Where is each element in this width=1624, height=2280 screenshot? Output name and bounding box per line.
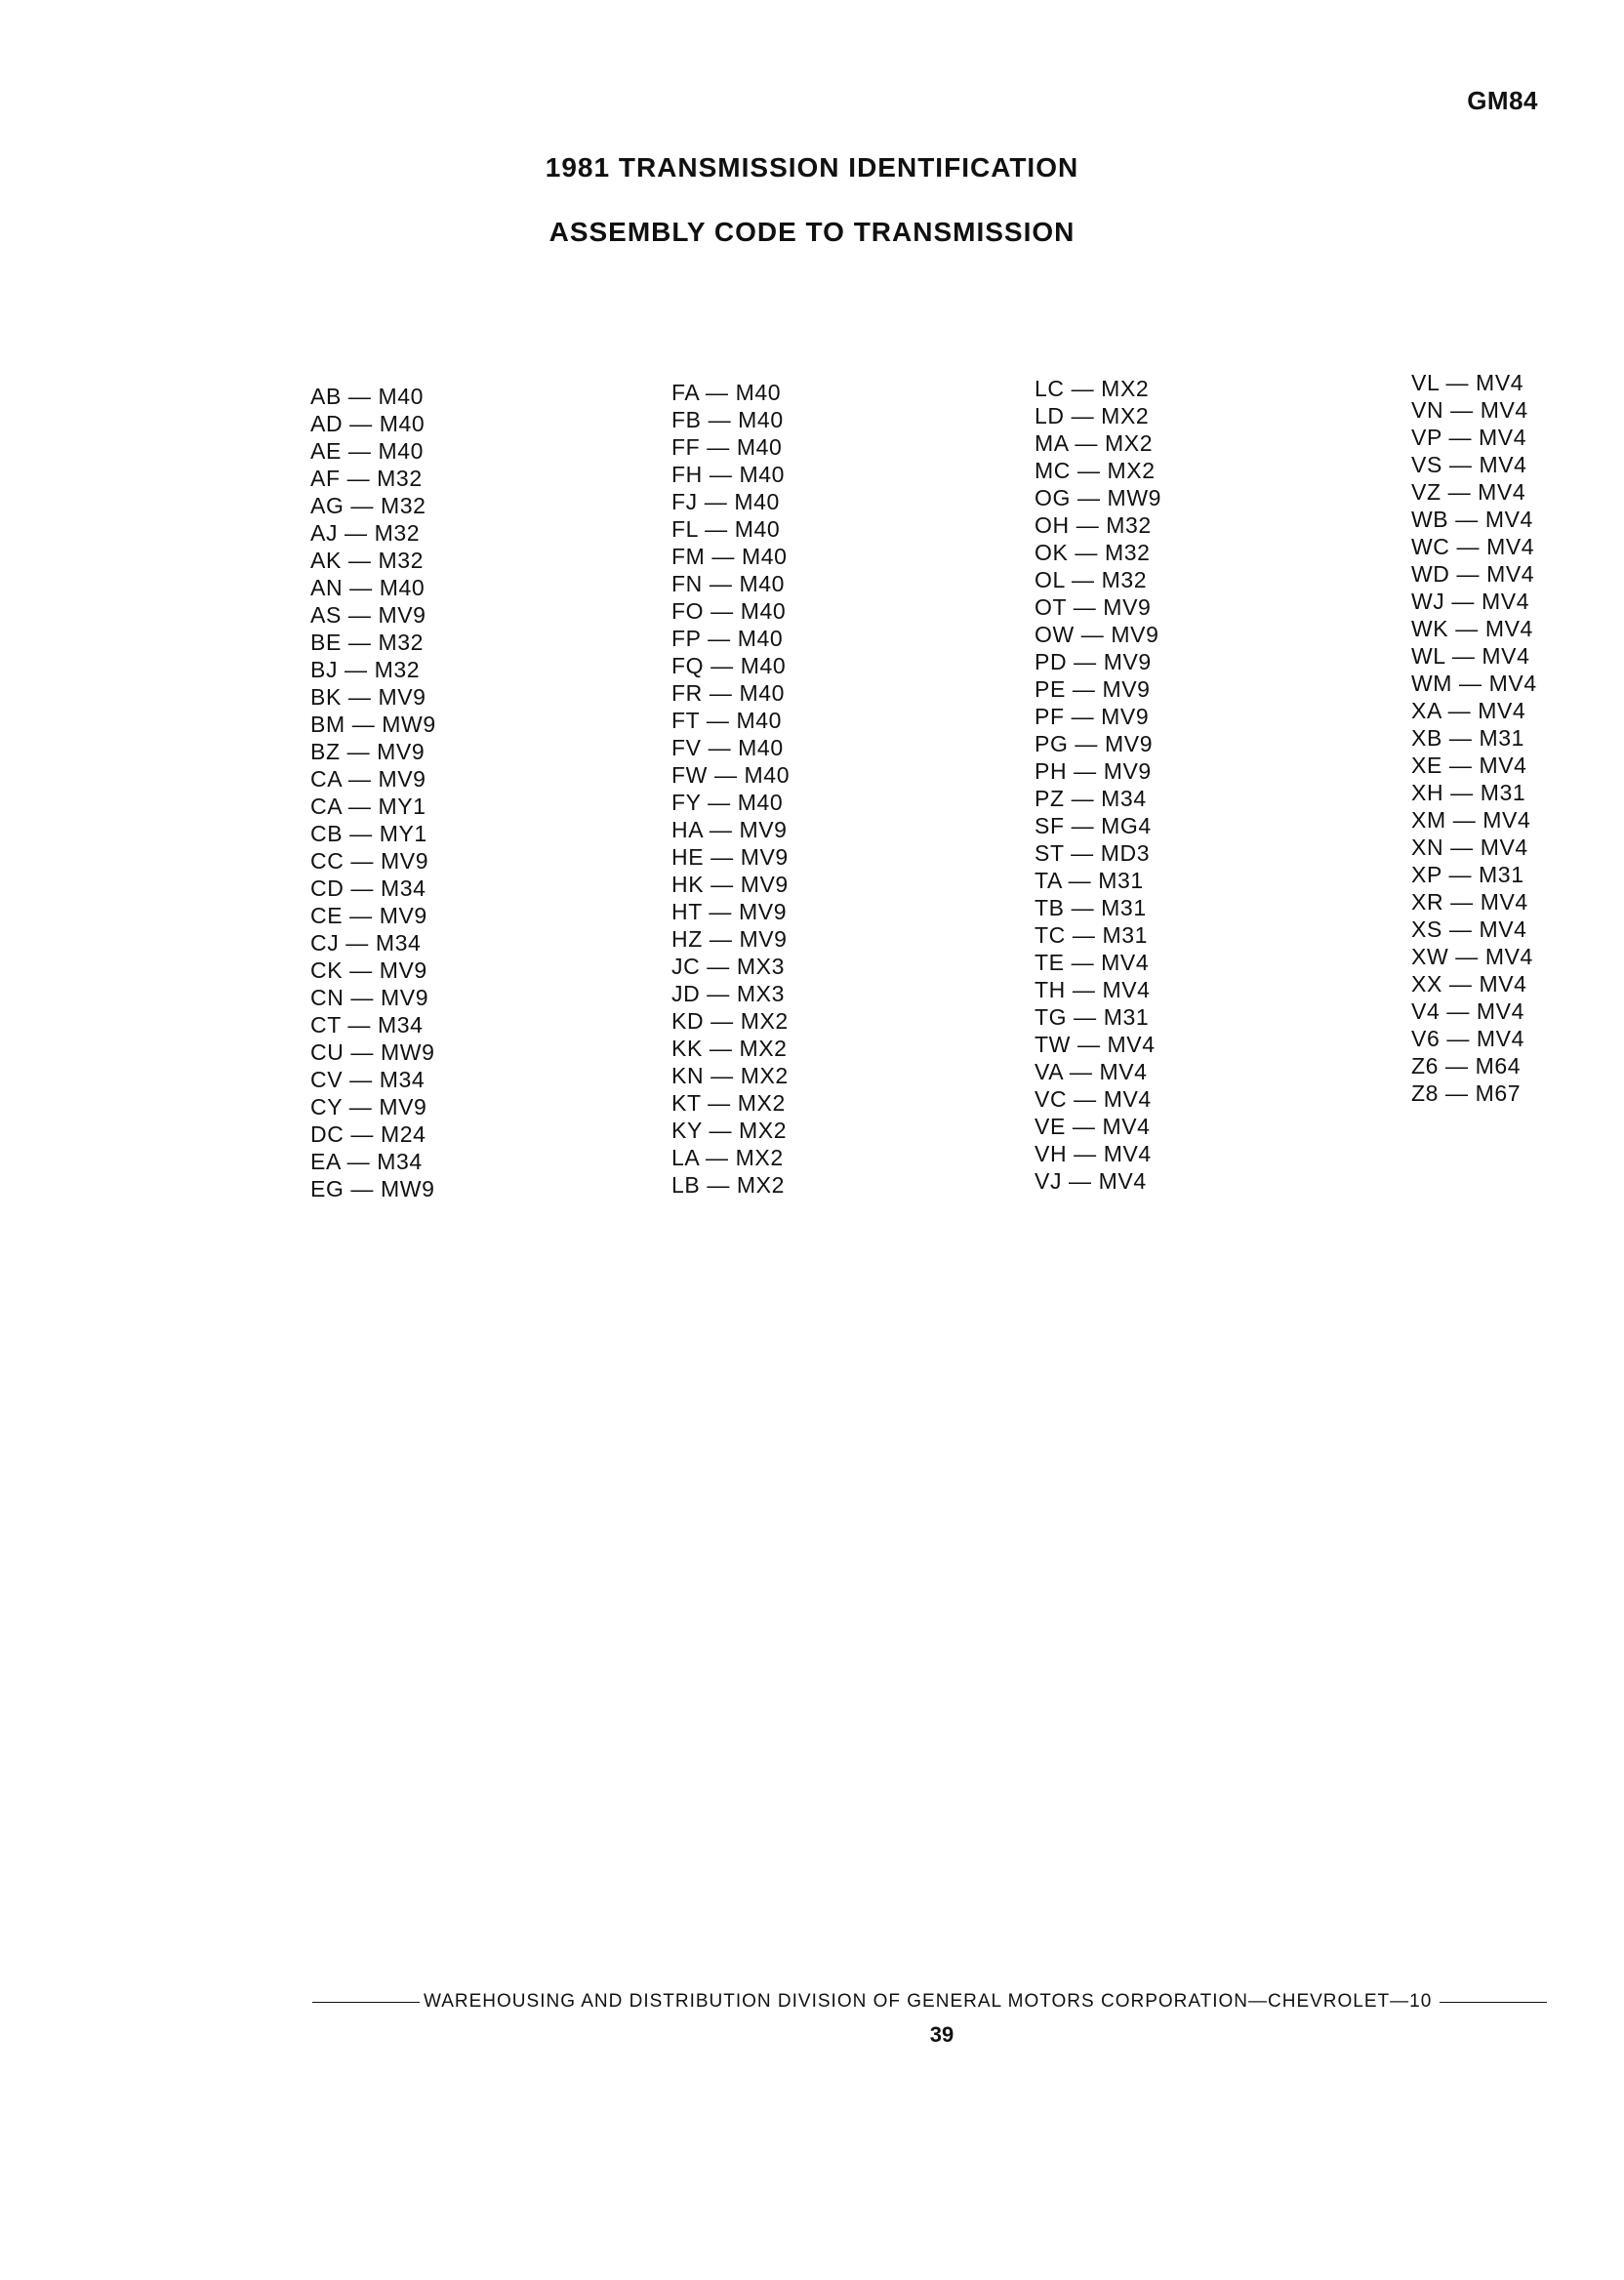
page-subtitle: ASSEMBLY CODE TO TRANSMISSION xyxy=(548,217,1076,247)
code-entry: KD — MX2 xyxy=(671,1008,789,1034)
code-entry: KK — MX2 xyxy=(671,1036,788,1061)
code-entry: XX — MV4 xyxy=(1411,971,1527,997)
code-entry: AG — M32 xyxy=(310,493,426,518)
code-entry: FN — M40 xyxy=(671,571,785,596)
code-entry: CN — MV9 xyxy=(310,985,429,1010)
code-entry: FA — M40 xyxy=(671,380,782,405)
code-entry: V4 — MV4 xyxy=(1411,998,1525,1024)
code-entry: BK — MV9 xyxy=(310,684,426,710)
code-entry: MC — MX2 xyxy=(1035,458,1156,483)
code-entry: JC — MX3 xyxy=(671,954,785,979)
code-entry: HT — MV9 xyxy=(671,899,788,924)
code-entry: AB — M40 xyxy=(310,384,425,409)
code-entry: MA — MX2 xyxy=(1035,430,1154,456)
code-entry: XP — M31 xyxy=(1411,862,1524,887)
code-entry: JD — MX3 xyxy=(671,981,785,1006)
code-entry: KY — MX2 xyxy=(671,1118,788,1143)
code-column-3 xyxy=(1035,375,1269,1195)
code-entry: HZ — MV9 xyxy=(671,926,788,952)
code-entry: CV — M34 xyxy=(310,1067,426,1092)
code-entry: CA — MV9 xyxy=(310,766,426,792)
code-entry: FB — M40 xyxy=(671,407,784,432)
code-entry: HE — MV9 xyxy=(671,844,789,870)
page-number: 39 xyxy=(929,2022,954,2047)
code-entry: XR — MV4 xyxy=(1411,889,1528,915)
code-entry: CJ — M34 xyxy=(310,930,422,956)
code-entry: FM — M40 xyxy=(671,544,788,569)
code-entry: AS — MV9 xyxy=(310,602,426,628)
code-entry: FV — M40 xyxy=(671,735,784,760)
code-entry: LB — MX2 xyxy=(671,1172,786,1198)
code-entry: Z8 — M67 xyxy=(1411,1080,1522,1106)
code-entry: CE — MV9 xyxy=(310,903,427,928)
code-entry: PD — MV9 xyxy=(1035,649,1152,674)
code-column-2 xyxy=(671,379,906,1199)
code-entry: FY — M40 xyxy=(671,790,784,815)
code-entry: FP — M40 xyxy=(671,626,784,651)
code-entry: FW — M40 xyxy=(671,762,791,788)
code-entry: FT — M40 xyxy=(671,708,783,733)
code-entry: AN — M40 xyxy=(310,575,426,600)
code-entry: BZ — MV9 xyxy=(310,739,426,764)
code-entry: OL — M32 xyxy=(1035,567,1148,592)
code-entry: AE — M40 xyxy=(310,438,425,464)
code-entry: WJ — MV4 xyxy=(1411,589,1530,614)
code-entry: LA — MX2 xyxy=(671,1145,784,1170)
code-entry: WM — MV4 xyxy=(1411,671,1537,696)
code-entry: TG — M31 xyxy=(1035,1004,1150,1030)
code-entry: XM — MV4 xyxy=(1411,807,1531,833)
footer-text: WAREHOUSING AND DISTRIBUTION DIVISION OF GENERAL MOTORS CORPORATION—CHEVROLET—10 xyxy=(424,1991,1433,2012)
code-entry: HK — MV9 xyxy=(671,872,789,897)
code-entry: PF — MV9 xyxy=(1035,704,1150,729)
code-entry: TC — M31 xyxy=(1035,922,1148,948)
code-entry: BM — MW9 xyxy=(310,712,436,737)
code-entry: FH — M40 xyxy=(671,462,785,487)
code-entry: XS — MV4 xyxy=(1411,916,1527,942)
code-entry: XW — MV4 xyxy=(1411,944,1533,969)
code-entry: OH — M32 xyxy=(1035,512,1152,538)
code-entry: VN — MV4 xyxy=(1411,397,1528,423)
code-entry: VA — MV4 xyxy=(1035,1059,1148,1084)
code-entry: KT — MX2 xyxy=(671,1090,786,1116)
code-entry: ST — MD3 xyxy=(1035,840,1151,866)
code-entry: CC — MV9 xyxy=(310,848,429,874)
code-entry: VE — MV4 xyxy=(1035,1114,1151,1139)
code-entry: PE — MV9 xyxy=(1035,676,1151,702)
code-entry: PH — MV9 xyxy=(1035,758,1152,784)
code-entry: FF — M40 xyxy=(671,434,783,460)
code-entry: CT — M34 xyxy=(310,1012,424,1038)
code-entry: XH — M31 xyxy=(1411,780,1526,805)
code-entry: KN — MX2 xyxy=(671,1063,789,1088)
code-entry: PG — MV9 xyxy=(1035,731,1154,756)
code-entry: TB — M31 xyxy=(1035,895,1147,920)
code-entry: LD — MX2 xyxy=(1035,403,1150,428)
code-entry: OT — MV9 xyxy=(1035,594,1152,620)
footer-rule-left xyxy=(312,2002,420,2003)
code-entry: XB — M31 xyxy=(1411,725,1525,751)
code-entry: XA — MV4 xyxy=(1411,698,1526,723)
code-entry: WB — MV4 xyxy=(1411,507,1533,532)
code-entry: BE — M32 xyxy=(310,630,425,655)
page-title: 1981 TRANSMISSION IDENTIFICATION xyxy=(545,152,1079,183)
code-entry: FO — M40 xyxy=(671,598,787,624)
code-column-4 xyxy=(1411,369,1624,1107)
code-entry: PZ — M34 xyxy=(1035,786,1147,811)
code-entry: FJ — M40 xyxy=(671,489,780,514)
code-entry: CY — MV9 xyxy=(310,1094,427,1120)
code-entry: VL — MV4 xyxy=(1411,370,1524,395)
code-entry: WD — MV4 xyxy=(1411,561,1535,587)
code-entry: AK — M32 xyxy=(310,548,425,573)
code-entry: BJ — M32 xyxy=(310,657,421,682)
code-entry: CB — MY1 xyxy=(310,821,427,846)
code-entry: WC — MV4 xyxy=(1411,534,1535,559)
code-entry: HA — MV9 xyxy=(671,817,788,842)
code-entry: WL — MV4 xyxy=(1411,643,1530,669)
code-entry: XN — MV4 xyxy=(1411,835,1528,860)
code-entry: TA — M31 xyxy=(1035,868,1144,893)
code-entry: VP — MV4 xyxy=(1411,425,1527,450)
code-entry: CK — MV9 xyxy=(310,957,427,983)
code-entry: VH — MV4 xyxy=(1035,1141,1152,1166)
code-entry: VC — MV4 xyxy=(1035,1086,1152,1112)
code-entry: CA — MY1 xyxy=(310,794,426,819)
code-entry: EG — MW9 xyxy=(310,1176,435,1201)
code-column-1 xyxy=(310,383,545,1202)
code-entry: AJ — M32 xyxy=(310,520,421,546)
code-entry: WK — MV4 xyxy=(1411,616,1533,641)
code-entry: VZ — MV4 xyxy=(1411,479,1526,505)
document-id: GM84 xyxy=(1467,86,1538,115)
code-entry: TW — MV4 xyxy=(1035,1032,1156,1057)
code-entry: TH — MV4 xyxy=(1035,977,1151,1002)
footer-line xyxy=(312,1991,1581,2013)
code-entry: AF — M32 xyxy=(310,466,423,491)
code-entry: LC — MX2 xyxy=(1035,376,1150,401)
code-entry: CU — MW9 xyxy=(310,1039,435,1065)
code-entry: FQ — M40 xyxy=(671,653,787,678)
code-entry: TE — MV4 xyxy=(1035,950,1150,975)
code-entry: XE — MV4 xyxy=(1411,753,1527,778)
code-entry: AD — M40 xyxy=(310,411,426,436)
code-entry: OK — M32 xyxy=(1035,540,1151,565)
code-entry: VS — MV4 xyxy=(1411,452,1527,477)
code-entry: Z6 — M64 xyxy=(1411,1053,1522,1079)
code-entry: OG — MW9 xyxy=(1035,485,1162,510)
code-entry: EA — M34 xyxy=(310,1149,423,1174)
code-entry: FR — M40 xyxy=(671,680,785,706)
code-entry: VJ — MV4 xyxy=(1035,1168,1147,1194)
code-entry: V6 — MV4 xyxy=(1411,1026,1525,1051)
code-entry: DC — M24 xyxy=(310,1121,426,1147)
code-entry: SF — MG4 xyxy=(1035,813,1152,838)
footer-rule-right xyxy=(1440,2002,1547,2003)
code-entry: CD — M34 xyxy=(310,875,426,901)
code-entry: OW — MV9 xyxy=(1035,622,1159,647)
code-entry: FL — M40 xyxy=(671,516,781,542)
